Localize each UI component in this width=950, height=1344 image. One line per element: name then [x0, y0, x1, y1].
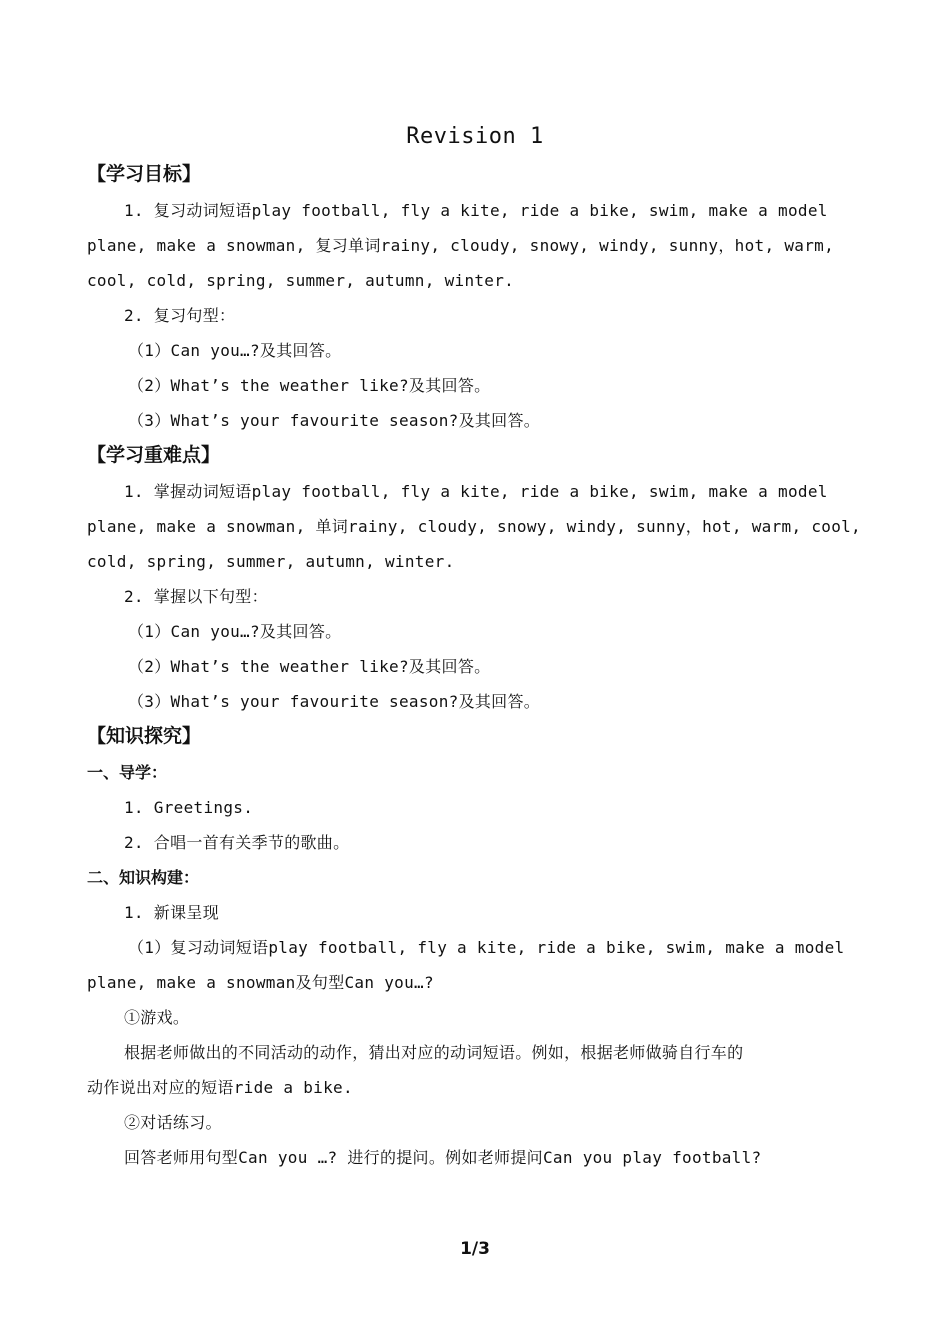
keypoint-pattern-2: （2）What’s the weather like?及其回答。	[128, 657, 491, 676]
keypoint-item-1-line-1: 1. 掌握动词短语play football, fly a kite, ride a bike, swim, make a model	[124, 482, 828, 501]
keypoint-item-1-line-3: cold, spring, summer, autumn, winter.	[87, 552, 455, 571]
objective-item-1-line-3: cool, cold, spring, summer, autumn, winter.	[87, 271, 515, 290]
game-label: ①游戏。	[124, 1008, 190, 1027]
keypoint-item-1-line-2: plane, make a snowman, 单词rainy, cloudy, snowy, windy, sunny，hot, warm, cool,	[87, 517, 861, 536]
building-item-1: 1. 新课呈现	[124, 903, 219, 922]
keypoint-pattern-1: （1）Can you…?及其回答。	[128, 622, 342, 641]
game-description-line-1: 根据老师做出的不同活动的动作，猜出对应的动词短语。例如，根据老师做骑自行车的	[124, 1043, 744, 1062]
section-heading-knowledge-exploration: 【知识探究】	[87, 725, 202, 747]
section-heading-key-points: 【学习重难点】	[87, 444, 221, 466]
subheading-knowledge-building: 二、知识构建：	[87, 868, 200, 887]
objective-item-1-line-2: plane, make a snowman, 复习单词rainy, cloudy, snowy, windy, sunny，hot, warm,	[87, 236, 834, 255]
keypoint-item-2: 2. 掌握以下句型：	[124, 587, 268, 606]
section-heading-learning-objectives: 【学习目标】	[87, 163, 202, 185]
objective-pattern-1: （1）Can you…?及其回答。	[128, 341, 342, 360]
keypoint-pattern-3: （3）What’s your favourite season?及其回答。	[128, 692, 541, 711]
objective-item-1-line-1: 1. 复习动词短语play football, fly a kite, ride a bike, swim, make a model	[124, 201, 828, 220]
dialog-label: ②对话练习。	[124, 1113, 222, 1132]
subheading-guided-learning: 一、导学：	[87, 763, 168, 782]
guided-item-2: 2. 合唱一首有关季节的歌曲。	[124, 833, 350, 852]
guided-item-1: 1. Greetings.	[124, 798, 254, 817]
dialog-description-line-1: 回答老师用句型Can you …? 进行的提问。例如老师提问Can you play football?	[124, 1148, 762, 1167]
building-review-line-2: plane, make a snowman及句型Can you…?	[87, 973, 434, 992]
document-title: Revision 1	[406, 124, 544, 149]
objective-item-2: 2. 复习句型：	[124, 306, 236, 325]
objective-pattern-2: （2）What’s the weather like?及其回答。	[128, 376, 491, 395]
game-description-line-2: 动作说出对应的短语ride a bike.	[87, 1078, 353, 1097]
page-number: 1/3	[460, 1239, 490, 1259]
objective-pattern-3: （3）What’s your favourite season?及其回答。	[128, 411, 541, 430]
building-review-line-1: （1）复习动词短语play football, fly a kite, ride a bike, swim, make a model	[128, 938, 845, 957]
